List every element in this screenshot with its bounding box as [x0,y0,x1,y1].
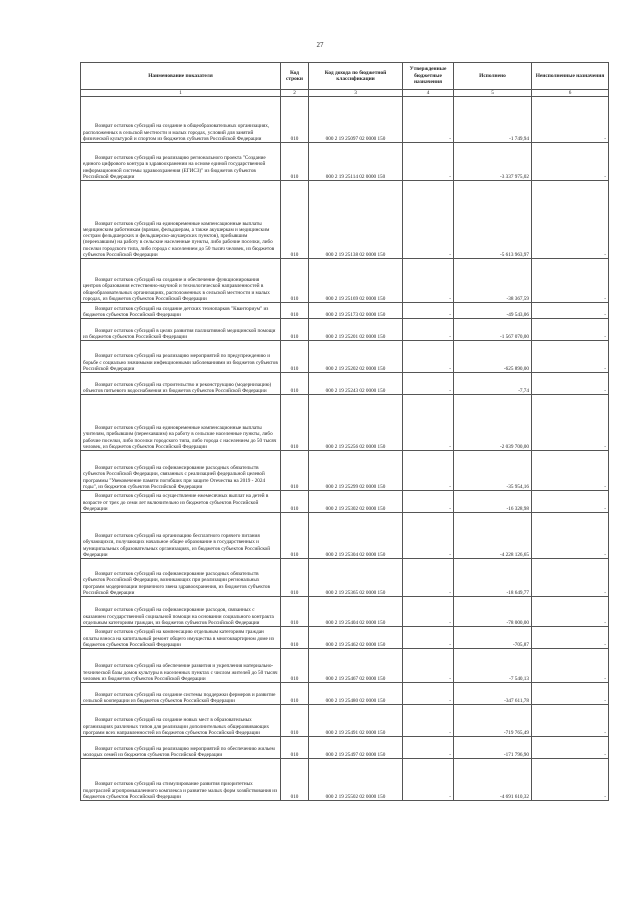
row-rem: - [532,451,609,491]
row-name-text: Возврат остатков субсидий на стимулирование развития приоритетных подотраслей агропромышленного комплекса и развитие малых форм хозяйствования из бюджетов субъектов Российской Федерации [83,781,278,800]
row-plan: - [403,341,454,373]
header-code: Код строки [281,63,309,90]
row-kbk: 000 2 19 25497 02 0000 150 [309,737,403,759]
row-kbk: 000 2 19 25502 02 0000 150 [309,759,403,801]
row-exec: -7,74 [454,373,532,395]
table-row [81,143,609,181]
table-row [81,303,609,319]
table-row [81,451,609,491]
row-exec: -171 796,90 [454,737,532,759]
row-code: 010 [281,341,309,373]
row-kbk: 000 2 19 25299 02 0000 150 [309,451,403,491]
page-number: 27 [316,41,324,49]
row-name-text: Возврат остатков субсидий на компенсацию отдельным категориям граждан оплаты взноса на капитальный ремонт общего имущества в многоквартирном доме из бюджетов субъектов Российской Федерации [83,629,274,648]
row-name-text: Возврат остатков субсидий на создание системы поддержки фермеров и развитие сельской кооперации из бюджетов субъектов Российской Федерации [83,691,276,704]
row-exec: -4 228 126,65 [454,513,532,559]
table-row [81,491,609,513]
row-name [81,737,281,759]
row-name-text: Возврат остатков субсидий на создание новых мест в образовательных организациях различных типов для реализации дополнительных общеразвивающих программ всех направленностей из бюджетов субъектов Российской Федерации [83,717,270,736]
row-kbk: 000 2 19 25467 02 0000 150 [309,649,403,683]
row-rem: - [532,181,609,259]
row-plan: - [403,597,454,627]
row-code: 010 [281,259,309,303]
row-name [81,649,281,683]
row-kbk: 000 2 19 25256 02 0000 150 [309,395,403,451]
row-code: 010 [281,683,309,705]
row-name [81,395,281,451]
row-name [81,627,281,649]
row-name-text: Возврат остатков субсидий на реализацию мероприятий по предупреждению и борьбе с социально значимыми инфекционными заболеваниями из бюджетов субъектов Российской Федерации [83,353,278,372]
row-name [81,759,281,801]
row-name [81,259,281,303]
row-name-text: Возврат остатков субсидий на реализацию регионального проекта "Создание единого цифрового контура в здравоохранении на основе единой государственной информационной системы здравоохранения (ЕГИСЗ)" из бюджетов субъектов Российской Федерации [83,155,266,180]
row-code: 010 [281,143,309,181]
row-exec: -719 765,49 [454,705,532,737]
row-name [81,319,281,341]
row-kbk: 000 2 19 25097 02 0000 150 [309,97,403,143]
header-exec: Исполнено [454,63,532,90]
row-plan: - [403,737,454,759]
column-number: 5 [454,90,532,97]
row-name [81,341,281,373]
row-plan: - [403,143,454,181]
row-plan: - [403,319,454,341]
row-name [81,559,281,597]
row-plan: - [403,559,454,597]
row-name-text: Возврат остатков субсидий на софинансирование расходных обязательств субъектов Российской Федерации, возникающих при реализации региональных программ модернизации первичного звена здравоохранения, из бюджетов субъектов Российской Федерации [83,571,270,596]
column-number: 1 [81,90,281,97]
row-kbk: 000 2 19 25302 02 0000 150 [309,491,403,513]
row-exec: -18 649,77 [454,559,532,597]
row-code: 010 [281,649,309,683]
row-name-text: Возврат остатков субсидий в целях развития паллиативной медицинской помощи из бюджетов субъектов Российской Федерации [83,327,276,340]
column-number: 3 [309,90,403,97]
row-exec: -1 749,94 [454,97,532,143]
table-row [81,559,609,597]
column-number-row [81,90,609,97]
row-name-text: Возврат остатков субсидий на строительство и реконструкцию (модернизацию) объектов питьевого водоснабжения из бюджетов субъектов Российской Федерации [83,381,272,394]
header-name: Наименование показателя [81,63,281,90]
row-kbk: 000 2 19 25491 02 0000 150 [309,705,403,737]
row-rem: - [532,303,609,319]
header-kbk: Код дохода по бюджетной классификации [309,63,403,90]
table-row [81,97,609,143]
row-kbk: 000 2 19 25169 02 0000 150 [309,259,403,303]
row-code: 010 [281,491,309,513]
row-plan: - [403,759,454,801]
row-exec: -347 611,78 [454,683,532,705]
table-row [81,395,609,451]
row-exec: -7 540,13 [454,649,532,683]
row-rem: - [532,513,609,559]
row-code: 010 [281,451,309,491]
row-rem: - [532,97,609,143]
column-number: 4 [403,90,454,97]
row-name-text: Возврат остатков субсидий на создание детских технопарков "Кванториум" из бюджетов субъектов Российской Федерации [83,305,269,318]
table-row [81,627,609,649]
row-name-text: Возврат остатков субсидий на создание в общеобразовательных организациях, расположенных в сельской местности и малых городах, условий для занятий физической культурой и спортом из бюджетов субъектов Российской Федерации [83,123,270,142]
row-rem: - [532,705,609,737]
table-row [81,649,609,683]
row-kbk: 000 2 19 25114 02 0000 150 [309,143,403,181]
column-number: 6 [532,90,609,97]
row-code: 010 [281,181,309,259]
row-plan: - [403,683,454,705]
row-code: 010 [281,627,309,649]
row-plan: - [403,705,454,737]
row-plan: - [403,373,454,395]
table-row [81,181,609,259]
row-plan: - [403,491,454,513]
row-kbk: 000 2 19 25173 02 0000 150 [309,303,403,319]
row-code: 010 [281,759,309,801]
row-rem: - [532,341,609,373]
table-row [81,759,609,801]
row-rem: - [532,559,609,597]
row-kbk: 000 2 19 25202 02 0000 150 [309,341,403,373]
row-rem: - [532,737,609,759]
row-name-text: Возврат остатков субсидий на софинансирование расходов, связанных с оказанием государственной социальной помощи на основании социального контракта отдельным категориям граждан, из бюджетов субъектов Российской Федерации [83,607,274,626]
table-row [81,705,609,737]
row-plan: - [403,259,454,303]
table-row [81,319,609,341]
row-rem: - [532,759,609,801]
row-kbk: 000 2 19 25365 02 0000 150 [309,559,403,597]
table-row [81,373,609,395]
row-name [81,303,281,319]
row-rem: - [532,649,609,683]
row-rem: - [532,259,609,303]
row-exec: -705,87 [454,627,532,649]
row-kbk: 000 2 19 25304 02 0000 150 [309,513,403,559]
row-rem: - [532,143,609,181]
row-code: 010 [281,373,309,395]
row-name [81,181,281,259]
row-kbk: 000 2 19 25243 02 0000 150 [309,373,403,395]
row-rem: - [532,683,609,705]
row-kbk: 000 2 19 25201 02 0000 150 [309,319,403,341]
row-exec: -1 567 070,00 [454,319,532,341]
row-code: 010 [281,319,309,341]
row-name-text: Возврат остатков субсидий на осуществление ежемесячных выплат на детей в возрасте от трех до семи лет включительно из бюджетов субъектов Российской Федерации [83,493,269,512]
table-row [81,597,609,627]
row-plan: - [403,649,454,683]
row-code: 010 [281,737,309,759]
row-name [81,97,281,143]
row-exec: -38 367,59 [454,259,532,303]
row-exec: -2 039 700,00 [454,395,532,451]
table-header-row [81,63,609,90]
row-plan: - [403,395,454,451]
budget-report-table [80,62,609,801]
row-code: 010 [281,303,309,319]
row-name-text: Возврат остатков субсидий на единовременные компенсационные выплаты медицинским работникам (врачам, фельдшерам, а также акушеркам и медицинским сестрам фельдшерских и фельдшерско-акушерских пунктов), прибывшим (переехавшим) на работу в сельские населенные пункты, либо рабочие поселки, либо поселки городского типа, либо города с населением до 50 тысяч человек, из бюджетов субъектов Российской Федерации [83,220,275,258]
row-kbk: 000 2 19 25480 02 0000 150 [309,683,403,705]
row-name-text: Возврат остатков субсидий на создание и обеспечение функционирования центров образования естественно-научной и технологической направленностей в общеобразовательных организациях, расположенных в сельской местности и малых городах, из бюджетов субъектов Российской Федерации [83,277,270,302]
row-name [81,683,281,705]
row-plan: - [403,627,454,649]
row-name [81,597,281,627]
table-row [81,513,609,559]
row-kbk: 000 2 19 25138 02 0000 150 [309,181,403,259]
row-plan: - [403,97,454,143]
row-name [81,143,281,181]
row-code: 010 [281,597,309,627]
row-exec: -5 613 963,97 [454,181,532,259]
row-code: 010 [281,559,309,597]
row-name [81,491,281,513]
table-row [81,683,609,705]
row-name-text: Возврат остатков субсидий на софинансирование расходных обязательств субъектов Российской Федерации, связанных с реализацией федеральной целевой программы "Увековечение памяти погибших при защите Отечества на 2019 - 2024 годы", из бюджетов субъектов Российской Федерации [83,465,266,490]
row-kbk: 000 2 19 25404 02 0000 150 [309,597,403,627]
row-rem: - [532,319,609,341]
column-number: 2 [281,90,309,97]
header-rem: Неисполненные назначения [532,63,609,90]
row-name [81,373,281,395]
row-name-text: Возврат остатков субсидий на единовременные компенсационные выплаты учителям, прибывшим (переехавшим) на работу в сельские населенные пункты, либо рабочие поселки, либо поселки городского типа, либо города с населением до 50 тысяч человек, из бюджетов субъектов Российской Федерации [83,425,277,450]
row-name-text: Возврат остатков субсидий на обеспечение развития и укрепления материально-технической базы домов культуры в населенных пунктах с числом жителей до 50 тысяч человек из бюджетов субъектов Российской Федерации [83,663,278,682]
row-rem: - [532,395,609,451]
row-plan: - [403,181,454,259]
table-row [81,341,609,373]
row-rem: - [532,627,609,649]
header-plan: Утвержденные бюджетные назначения [403,63,454,90]
row-rem: - [532,373,609,395]
row-kbk: 000 2 19 25462 02 0000 150 [309,627,403,649]
table-row [81,737,609,759]
row-code: 010 [281,395,309,451]
row-code: 010 [281,513,309,559]
row-name [81,513,281,559]
row-plan: - [403,513,454,559]
row-exec: -16 328,98 [454,491,532,513]
row-exec: -78 000,00 [454,597,532,627]
row-name-text: Возврат остатков субсидий на реализацию мероприятий по обеспечению жильем молодых семей из бюджетов субъектов Российской Федерации [83,745,275,758]
row-exec: -35 954,16 [454,451,532,491]
row-code: 010 [281,97,309,143]
row-exec: -49 543,06 [454,303,532,319]
table-row [81,259,609,303]
row-name-text: Возврат остатков субсидий на организацию бесплатного горячего питания обучающихся, получающих начальное общее образование в государственных и муниципальных образовательных организациях, из бюджетов субъектов Российской Федерации [83,533,271,558]
row-plan: - [403,451,454,491]
row-exec: -3 337 975,02 [454,143,532,181]
row-name [81,705,281,737]
row-rem: - [532,491,609,513]
row-rem: - [532,597,609,627]
row-name [81,451,281,491]
row-exec: -625 890,00 [454,341,532,373]
row-plan: - [403,303,454,319]
row-code: 010 [281,705,309,737]
row-exec: -4 691 610,32 [454,759,532,801]
